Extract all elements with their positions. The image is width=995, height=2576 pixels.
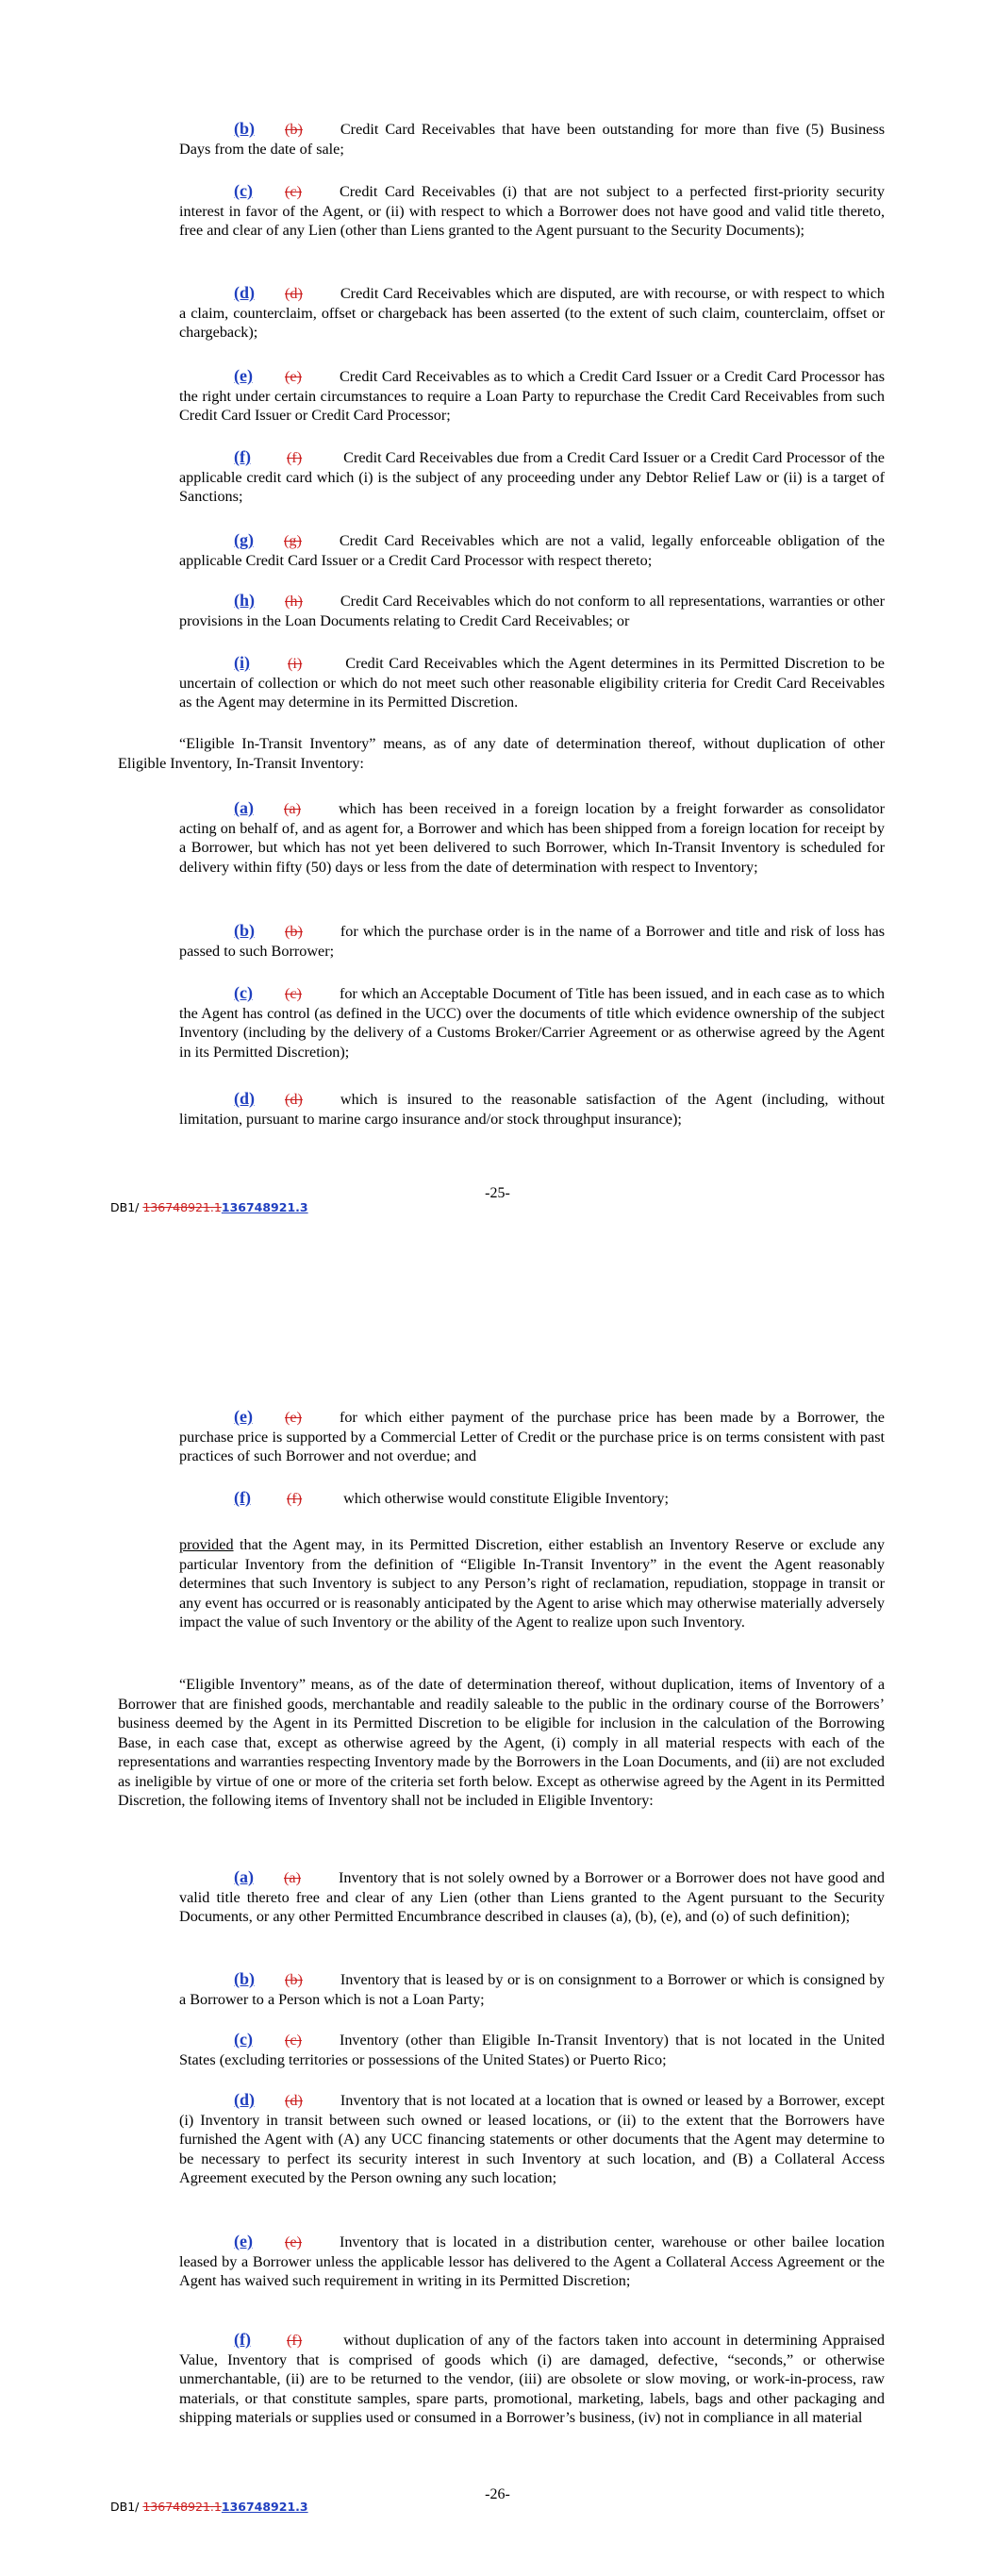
footer-prefix: DB1/ [110, 1200, 140, 1214]
document-footer [110, 1200, 308, 1214]
transit-clause-d [179, 1089, 885, 1129]
clause-label-new: (f) [234, 1488, 251, 1507]
transit-clause-c [179, 983, 885, 1062]
footer-prefix: DB1/ [110, 2500, 140, 2514]
clause-text: for which the purchase order is in the name of a Borrower and title and risk of loss has passed to such Borrower; [179, 923, 885, 960]
transit-clause-e [179, 1407, 885, 1466]
clause-b [179, 119, 885, 159]
clause-label-new: (d) [234, 283, 255, 302]
clause-label-deleted: (g) [284, 532, 302, 549]
clause-label-deleted: (f) [286, 2332, 303, 2349]
clause-label-deleted: (b) [285, 121, 303, 138]
clause-label-new: (a) [234, 798, 254, 817]
clause-label-new: (f) [234, 447, 251, 466]
clause-f [179, 447, 885, 507]
definition-text: “Eligible In-Transit Inventory” means, as of any date of determination thereof, without duplication of other Eligible Inventory, In-Transit Inventory: [118, 735, 885, 772]
clause-text: Credit Card Receivables which the Agent determines in its Permitted Discretion to be uncertain of collection or which do not meet such other reasonable eligibility criteria for Credit Card Receivables as the Agent may determine in its Permitted Discretion. [179, 655, 885, 711]
footer-doc-id-new: 136748921.3 [221, 2500, 308, 2514]
transit-clause-a [179, 798, 885, 877]
clause-label-deleted: (d) [285, 1091, 303, 1108]
clause-text: Credit Card Receivables (i) that are not subject to a perfected first-priority security interest in favor of the Agent, or (ii) with respect to which a Borrower does not have good and valid title thereto, free and clear of any Lien (other than Liens granted to the Agent pursuant to the Security Documents); [179, 183, 885, 239]
inventory-clause-b [179, 1969, 885, 2009]
clause-label-new: (d) [234, 2090, 255, 2109]
page-26 [0, 1288, 995, 2576]
clause-g [179, 530, 885, 570]
clause-text: Credit Card Receivables which do not conform to all representations, warranties or other provisions in the Loan Documents relating to Credit Card Receivables; or [179, 593, 885, 629]
clause-label-deleted: (a) [284, 800, 301, 817]
document-footer [110, 2500, 308, 2514]
clause-label-deleted: (c) [284, 985, 302, 1002]
clause-label-deleted: (e) [284, 2233, 302, 2250]
clause-label-deleted: (d) [285, 2092, 303, 2109]
clause-text: without duplication of any of the factors taken into account in determining Appraised Value, Inventory that is comprised of goods which (i) are damaged, defective, “seconds,” or otherwise unmerchantable, (ii) are to be returned to the vendor, (iii) are obsolete or slow moving, or work-in-process, raw materials, or that constitute samples, spare parts, promotional, marketing, labels, bags and other packaging and shipping materials or supplies used or consumed in a Borrower’s business, (iv) not in compliance in all material [179, 2332, 885, 2426]
clause-label-deleted: (b) [285, 1971, 303, 1988]
clause-label-new: (a) [234, 1867, 254, 1886]
clause-text: which has been received in a foreign location by a freight forwarder as consolidator acting on behalf of, and as agent for, a Borrower and which has been shipped from a foreign location for receipt by a Borrower, but which has not yet been delivered to such Borrower, which In-Transit Inventory is scheduled for delivery within fifty (50) days or less from the date of determination with respect to Inventory; [179, 800, 885, 876]
clause-label-new: (g) [234, 530, 254, 549]
clause-label-deleted: (e) [284, 368, 302, 385]
footer-doc-id-deleted: 136748921.1 [142, 2500, 222, 2514]
clause-label-new: (e) [234, 2232, 253, 2250]
clause-text: Inventory that is not located at a location that is owned or leased by a Borrower, except (i) Inventory in transit between such owned or leased locations, or (ii) to the extent that the Borrowers have furnished the Agent with (A) any UCC financing statements or other documents that the Agent may determine to be necessary to perfect its security interest in such Inventory at such location, and (B) a Collateral Access Agreement executed by the Person owning any such location; [179, 2092, 885, 2186]
clause-text: Credit Card Receivables that have been outstanding for more than five (5) Business Days from the date of sale; [179, 121, 885, 158]
clause-c [179, 181, 885, 241]
clause-text: Credit Card Receivables which are not a valid, legally enforceable obligation of the applicable Credit Card Issuer or a Credit Card Processor with respect thereto; [179, 532, 885, 569]
clause-text: Inventory that is leased by or is on consignment to a Borrower or which is consigned by a Borrower to a Person which is not a Loan Party; [179, 1971, 885, 2008]
clause-e [179, 366, 885, 426]
clause-text: for which either payment of the purchase price has been made by a Borrower, the purchase price is supported by a Commercial Letter of Credit or the purchase price is on terms consistent with past practices of such Borrower and not overdue; and [179, 1409, 885, 1464]
clause-label-new: (e) [234, 1407, 253, 1426]
clause-label-deleted: (b) [285, 923, 303, 940]
clause-i [179, 653, 885, 712]
transit-clause-b [179, 921, 885, 961]
clause-label-deleted: (f) [286, 1490, 303, 1507]
proviso-text: that the Agent may, in its Permitted Discretion, either establish an Inventory Reserve or exclude any particular Inventory from the definition of “Eligible In-Transit Inventory” in the event the Agent reasonably determines that such Inventory is subject to any Person’s right of reclamation, repudiation, stoppage in transit or any event has occurred or is reasonably anticipated by the Agent to arise which may otherwise materially adversely impact the value of such Inventory or the ability of the Agent to realize upon such Inventory. [179, 1536, 885, 1631]
inventory-clause-f [179, 2330, 885, 2428]
footer-doc-id-new: 136748921.3 [221, 1200, 308, 1214]
page-number: -25- [485, 1185, 510, 1201]
clause-label-deleted: (c) [284, 183, 302, 200]
inventory-clause-d [179, 2090, 885, 2188]
clause-text: Inventory (other than Eligible In-Transit Inventory) that is not located in the United States (excluding territories or possessions of the United States) or Puerto Rico; [179, 2032, 885, 2068]
inventory-clause-e [179, 2232, 885, 2291]
clause-label-new: (d) [234, 1089, 255, 1108]
clause-label-deleted: (d) [285, 285, 303, 302]
clause-d [179, 283, 885, 343]
clause-text: Inventory that is not solely owned by a Borrower or a Borrower does not have good and valid title thereto free and clear of any Lien (other than Liens granted to the Agent pursuant to the Security Documents, or any other Permitted Encumbrance described in clauses (a), (b), (e), and (o) of such definition); [179, 1869, 885, 1925]
definition-eligible-in-transit-inventory [118, 734, 885, 773]
clause-label-new: (e) [234, 366, 253, 385]
clause-h [179, 591, 885, 630]
clause-label-new: (c) [234, 983, 253, 1002]
definition-text: “Eligible Inventory” means, as of the date of determination thereof, without duplication, items of Inventory of a Borrower that are finished goods, merchantable and readily saleable to the public in the ordinary course of the Borrowers’ business deemed by the Agent in its Permitted Discretion to be eligible for inclusion in the calculation of the Borrowing Base, in each case that, except as otherwise agreed by the Agent, (i) comply in all material respects with each of the representations and warranties respecting Inventory made by the Borrowers in the Loan Documents, and (ii) are not excluded as ineligible by virtue of one or more of the criteria set forth below. Except as otherwise agreed by the Agent in its Permitted Discretion, the following items of Inventory shall not be included in Eligible Inventory: [118, 1676, 885, 1809]
clause-label-deleted: (e) [284, 1409, 302, 1426]
clause-text: which is insured to the reasonable satisfaction of the Agent (including, without limitation, pursuant to marine cargo insurance and/or stock throughput insurance); [179, 1091, 885, 1128]
clause-text: Credit Card Receivables due from a Credit Card Issuer or a Credit Card Processor of the applicable credit card which (i) is the subject of any proceeding under any Debtor Relief Law or (ii) is a target of Sanctions; [179, 449, 885, 505]
clause-text: for which an Acceptable Document of Title has been issued, and in each case as to which the Agent has control (as defined in the UCC) over the documents of title which evidence ownership of the subject Inventory (including by the delivery of a Customs Broker/Carrier Agreement or as otherwise agreed by the Agent in its Permitted Discretion); [179, 985, 885, 1061]
clause-label-new: (b) [234, 1969, 255, 1988]
definition-eligible-inventory [118, 1675, 885, 1811]
clause-text: Credit Card Receivables which are disputed, are with recourse, or with respect to which a claim, counterclaim, offset or chargeback has been asserted (to the extent of such claim, counterclaim, offset or chargeback); [179, 285, 885, 341]
transit-clause-f [179, 1488, 885, 1509]
clause-label-deleted: (h) [285, 593, 303, 610]
proviso-paragraph [179, 1535, 885, 1632]
clause-label-new: (b) [234, 921, 255, 940]
clause-text: which otherwise would constitute Eligible Inventory; [343, 1490, 669, 1507]
clause-label-new: (c) [234, 181, 253, 200]
clause-label-new: (c) [234, 2030, 253, 2049]
page-number: -26- [485, 2486, 510, 2502]
proviso-word: provided [179, 1536, 234, 1553]
clause-label-deleted: (f) [286, 449, 303, 466]
inventory-clause-a [179, 1867, 885, 1927]
clause-label-new: (b) [234, 119, 255, 138]
clause-label-deleted: (c) [284, 2032, 302, 2049]
footer-doc-id-deleted: 136748921.1 [142, 1200, 222, 1214]
clause-text: Credit Card Receivables as to which a Credit Card Issuer or a Credit Card Processor has the right under certain circumstances to require a Loan Party to repurchase the Credit Card Receivables from such Credit Card Issuer or Credit Card Processor; [179, 368, 885, 424]
clause-label-new: (h) [234, 591, 255, 610]
clause-label-deleted: (a) [284, 1869, 301, 1886]
clause-label-new: (f) [234, 2330, 251, 2349]
clause-label-deleted: (i) [288, 655, 303, 672]
inventory-clause-c [179, 2030, 885, 2069]
clause-label-new: (i) [234, 653, 250, 672]
clause-text: Inventory that is located in a distribution center, warehouse or other bailee location leased by a Borrower unless the applicable lessor has delivered to the Agent a Collateral Access Agreement or the Agent has waived such requirement in writing in its Permitted Discretion; [179, 2233, 885, 2289]
